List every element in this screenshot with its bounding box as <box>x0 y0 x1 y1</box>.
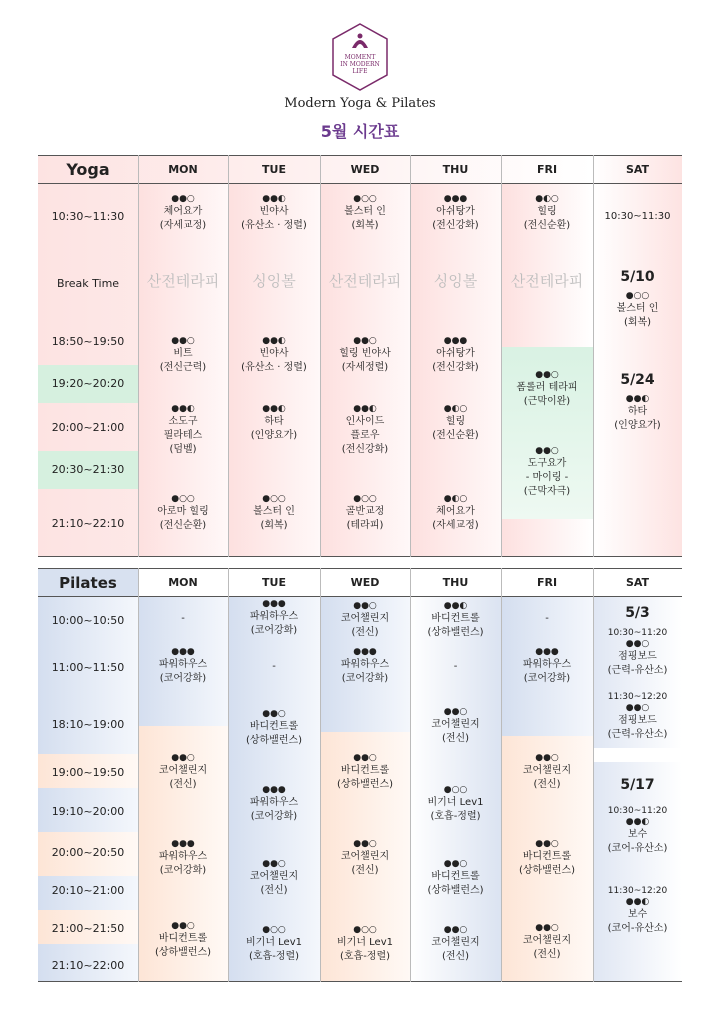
class-text: (회복) <box>260 520 288 531</box>
class-cell <box>320 752 410 792</box>
pilates-title: Pilates <box>59 574 117 592</box>
intensity-dots: ●◐○ <box>443 404 468 414</box>
time-label: 21:10~22:10 <box>51 517 125 530</box>
intensity-dots: ●○○ <box>353 494 377 504</box>
class-text: (코어-유산소) <box>607 843 668 854</box>
time-label: 11:00~11:50 <box>51 661 125 674</box>
class-text: 힐링 <box>445 416 466 427</box>
class-text: 체어요가 <box>436 506 475 517</box>
class-cell <box>138 838 228 878</box>
class-cell <box>410 924 501 964</box>
class-cell <box>593 638 682 678</box>
class-text: (코어강화) <box>250 625 298 636</box>
class-text: (회복) <box>623 317 652 328</box>
yoga-table <box>38 155 682 557</box>
class-text: 아로마 힐링 <box>157 506 209 517</box>
intensity-dots: ●○○ <box>443 785 468 795</box>
day-header: WED <box>350 163 380 176</box>
class-text: (상하밸런스) <box>245 735 303 746</box>
class-text: 폼롤러 테라피 <box>516 382 578 393</box>
intensity-dots: ●●○ <box>625 703 650 713</box>
class-text: (전신) <box>533 779 561 790</box>
class-text: 볼스터 인 <box>344 206 386 217</box>
intensity-dots: ●●○ <box>353 601 377 611</box>
class-text: (전신) <box>169 779 197 790</box>
class-text: (전신) <box>533 949 561 960</box>
class-cell <box>320 600 410 640</box>
intensity-dots: ●●○ <box>171 921 195 931</box>
time-label: 18:10~19:00 <box>51 718 125 731</box>
class-text: 보수 <box>627 829 648 840</box>
pilates-header-line <box>38 596 682 597</box>
time-label: 20:00~20:50 <box>51 846 125 859</box>
class-cell <box>228 335 320 375</box>
class-cell <box>320 193 410 233</box>
intensity-dots: ●●◐ <box>443 601 468 611</box>
day-header: SAT <box>625 576 650 589</box>
time-label: 10:00~10:50 <box>51 614 125 627</box>
class-text: (근막이완) <box>523 396 571 407</box>
class-text: (유산소 · 정렬) <box>241 362 307 373</box>
class-text: 플로우 <box>350 430 380 441</box>
class-cell <box>501 369 593 409</box>
class-cell <box>138 335 228 375</box>
time-label: 20:10~21:00 <box>51 884 125 897</box>
class-cell <box>228 924 320 964</box>
intensity-dots: ●○○ <box>353 925 377 935</box>
class-cell <box>228 858 320 898</box>
class-text: 필라테스 <box>163 430 203 441</box>
sat-date: 5/17 <box>620 777 655 793</box>
sat-time: 10:30~11:20 <box>607 806 668 816</box>
class-cell <box>593 896 682 936</box>
class-text: 바디컨트롤 <box>522 851 572 862</box>
intensity-dots: ●●◐ <box>262 194 286 204</box>
intensity-dots: ●○○ <box>262 925 286 935</box>
sat-date: 5/3 <box>625 605 650 621</box>
class-cell <box>320 493 410 533</box>
time-label: Break Time <box>56 277 120 290</box>
class-cell <box>320 838 410 878</box>
intensity-dots: ●○○ <box>262 494 286 504</box>
class-cell <box>138 646 228 686</box>
class-cell <box>410 600 501 640</box>
class-cell <box>228 493 320 533</box>
class-text: 체어요가 <box>163 206 203 217</box>
intensity-dots: ●●● <box>171 839 195 849</box>
intensity-dots: ●○○ <box>353 194 377 204</box>
class-text: (전신) <box>351 865 379 876</box>
class-cell <box>501 922 593 962</box>
class-cell <box>410 784 501 824</box>
class-text: (코어강화) <box>159 673 207 684</box>
class-text: (근력-유산소) <box>607 665 668 676</box>
intensity-dots: ●●○ <box>353 839 377 849</box>
class-text: 파워하우스 <box>158 851 208 862</box>
time-label: 10:30~11:30 <box>51 210 125 223</box>
class-text: 파워하우스 <box>249 611 299 622</box>
class-text: 하타 <box>264 416 284 427</box>
intensity-dots: ●●○ <box>171 194 195 204</box>
intensity-dots: ●●○ <box>535 839 559 849</box>
class-text: 코어챌린지 <box>431 719 480 730</box>
class-text: (인양요가) <box>614 420 661 431</box>
class-text: 볼스터 인 <box>616 303 659 314</box>
class-cell <box>593 816 682 856</box>
class-text: (회복) <box>351 220 379 231</box>
intensity-dots: ●●◐ <box>625 394 650 404</box>
intensity-dots: ●●◐ <box>262 404 286 414</box>
class-text: (호흡-정렬) <box>339 951 391 962</box>
class-text: (전신순환) <box>159 520 207 531</box>
class-cell <box>228 784 320 824</box>
class-text: (코어-유산소) <box>607 923 668 934</box>
intensity-dots: ●●○ <box>535 370 559 380</box>
class-cell <box>593 702 682 742</box>
intensity-dots: ●●● <box>262 785 286 795</box>
intensity-dots: ●●○ <box>171 336 195 346</box>
day-header: WED <box>350 576 380 589</box>
class-text: 소도구 <box>168 416 198 427</box>
class-cell <box>593 393 682 433</box>
break-class: 싱잉볼 <box>433 272 478 290</box>
class-text: (코어강화) <box>159 865 207 876</box>
class-text: (전신강화) <box>432 362 479 373</box>
intensity-dots: ●●○ <box>262 859 286 869</box>
pilates-table <box>38 568 682 982</box>
day-header: MON <box>168 163 198 176</box>
day-header: TUE <box>262 576 286 589</box>
class-text: 하타 <box>627 406 648 417</box>
intensity-dots: ●●◐ <box>353 404 377 414</box>
break-class: 산전테라피 <box>146 272 220 290</box>
class-text: (상하밸런스) <box>427 627 484 638</box>
day-header: TUE <box>262 163 286 176</box>
class-cell <box>228 598 320 638</box>
intensity-dots: ●●● <box>535 647 559 657</box>
break-class: 산전테라피 <box>328 272 402 290</box>
intensity-dots: ●●◐ <box>625 897 650 907</box>
yoga-header-line <box>38 183 682 184</box>
day-header: FRI <box>536 163 558 176</box>
logo: MOMENT IN MODERN LIFE <box>330 22 390 92</box>
class-text: (코어강화) <box>250 811 298 822</box>
class-text: - <box>453 661 458 672</box>
intensity-dots: ●●● <box>262 599 286 609</box>
class-cell <box>501 612 593 626</box>
class-text: 코어챌린지 <box>340 613 390 624</box>
class-text: 빈야사 <box>259 206 289 217</box>
class-cell <box>320 646 410 686</box>
intensity-dots: ●○○ <box>625 291 650 301</box>
class-text: (자세정렬) <box>341 362 389 373</box>
class-text: (전신강화) <box>341 444 389 455</box>
class-text: 파워하우스 <box>340 659 390 670</box>
class-text: 파워하우스 <box>158 659 208 670</box>
class-cell <box>228 403 320 443</box>
class-cell <box>410 193 501 233</box>
pilates-top-line <box>38 568 682 569</box>
day-header: MON <box>168 576 198 589</box>
class-text: 비기너 Lev1 <box>246 937 302 948</box>
class-text: 점핑보드 <box>618 651 657 662</box>
class-text: (유산소 · 정렬) <box>241 220 307 231</box>
class-text: - <box>545 613 549 624</box>
class-cell <box>228 708 320 748</box>
day-header: THU <box>442 163 469 176</box>
class-cell <box>410 493 501 533</box>
class-text: 코어챌린지 <box>249 871 299 882</box>
class-cell <box>501 646 593 686</box>
class-text: (전신순환) <box>523 220 571 231</box>
time-label: 19:10~20:00 <box>51 805 125 818</box>
intensity-dots: ●●◐ <box>625 817 650 827</box>
class-cell <box>410 403 501 443</box>
class-text: 코어챌린지 <box>522 765 572 776</box>
intensity-dots: ●●○ <box>353 336 377 346</box>
class-cell <box>138 920 228 960</box>
class-text: 코어챌린지 <box>340 851 390 862</box>
intensity-dots: ●●◐ <box>171 404 195 414</box>
class-cell <box>410 335 501 375</box>
time-label: 20:00~21:00 <box>51 421 125 434</box>
intensity-dots: ●●○ <box>171 753 195 763</box>
class-text: 도구요가 <box>527 458 567 469</box>
intensity-dots: ●●○ <box>535 446 559 456</box>
class-text: (호흡-정렬) <box>248 951 300 962</box>
intensity-dots: ●●○ <box>443 925 468 935</box>
class-text: 인사이드 <box>345 416 385 427</box>
class-text: (전신순환) <box>432 430 479 441</box>
intensity-dots: ●●○ <box>443 707 468 717</box>
intensity-dots: ●●○ <box>353 753 377 763</box>
class-cell <box>228 193 320 233</box>
time-label: 18:50~19:50 <box>51 335 125 348</box>
class-cell <box>228 660 320 674</box>
class-text: 바디컨트롤 <box>431 613 480 624</box>
class-cell <box>138 612 228 626</box>
brand-name: Modern Yoga & Pilates <box>284 96 436 111</box>
class-cell <box>138 403 228 457</box>
intensity-dots: ●●○ <box>535 753 559 763</box>
class-text: (호흡-정렬) <box>430 811 481 822</box>
class-text: (전신) <box>351 627 379 638</box>
class-text: (전신강화) <box>432 220 479 231</box>
class-text: 바디컨트롤 <box>249 721 299 732</box>
class-cell <box>320 403 410 457</box>
class-cell <box>501 838 593 878</box>
intensity-dots: ●◐○ <box>443 494 468 504</box>
class-text: (근막자극) <box>523 486 571 497</box>
intensity-dots: ●●● <box>443 336 468 346</box>
time-label: 20:30~21:30 <box>51 463 125 476</box>
class-text: 비기너 Lev1 <box>427 797 484 808</box>
class-text: (상하밸런스) <box>518 865 576 876</box>
class-cell <box>593 290 682 330</box>
class-text: (상하밸런스) <box>427 885 484 896</box>
class-text: 빈야사 <box>259 348 289 359</box>
class-text: (자세교정) <box>432 520 479 531</box>
class-cell <box>138 752 228 792</box>
class-text: 힐링 <box>537 206 557 217</box>
break-class: 싱잉볼 <box>252 272 296 290</box>
class-text: (덤벨) <box>169 444 197 455</box>
class-text: 아쉬탕가 <box>436 206 475 217</box>
class-text: (상하밸런스) <box>336 779 394 790</box>
class-cell <box>410 660 501 674</box>
sat-date: 5/24 <box>620 372 655 388</box>
class-cell <box>410 858 501 898</box>
yoga-top-line <box>38 155 682 156</box>
class-text: 코어챌린지 <box>522 935 572 946</box>
day-header: THU <box>442 576 469 589</box>
class-text: - <box>272 661 276 672</box>
class-cell <box>320 924 410 964</box>
sat-time: 11:30~12:20 <box>607 886 668 896</box>
sat-time: 10:30~11:20 <box>607 628 668 638</box>
pilates-bottom-line <box>38 981 682 982</box>
sat-gap <box>593 748 682 762</box>
class-text: 파워하우스 <box>249 797 299 808</box>
intensity-dots: ●●● <box>353 647 377 657</box>
break-class: 산전테라피 <box>510 272 584 290</box>
class-text: 코어챌린지 <box>158 765 208 776</box>
class-cell <box>501 193 593 233</box>
sat-date: 5/10 <box>620 269 655 285</box>
class-text: - <box>181 613 185 624</box>
class-text: 보수 <box>627 909 648 920</box>
month-title: 5월 시간표 <box>320 122 400 141</box>
intensity-dots: ●●○ <box>262 709 286 719</box>
class-cell <box>410 706 501 746</box>
class-text: - 마이링 - <box>525 472 569 483</box>
time-label: 21:10~22:00 <box>51 959 125 972</box>
class-text: 바디컨트롤 <box>340 765 390 776</box>
class-text: 바디컨트롤 <box>158 933 208 944</box>
class-text: 힐링 빈야사 <box>339 348 391 359</box>
intensity-dots: ●●○ <box>535 923 559 933</box>
class-cell <box>138 193 228 233</box>
intensity-dots: ●○○ <box>171 494 195 504</box>
time-label: 19:20~20:20 <box>51 377 125 390</box>
class-cell <box>501 445 593 499</box>
intensity-dots: ●●○ <box>625 639 650 649</box>
time-label: 21:00~21:50 <box>51 922 125 935</box>
class-text: 점핑보드 <box>618 715 657 726</box>
class-text: (전신) <box>441 951 470 962</box>
class-text: (테라피) <box>346 520 384 531</box>
sat-time: 11:30~12:20 <box>607 692 668 702</box>
day-header: FRI <box>536 576 558 589</box>
class-text: (인양요가) <box>250 430 298 441</box>
class-text: 골반교정 <box>345 506 385 517</box>
time-label: 19:00~19:50 <box>51 766 125 779</box>
class-text: 비트 <box>173 348 193 359</box>
class-text: (전신근력) <box>159 362 207 373</box>
class-text: (코어강화) <box>341 673 389 684</box>
day-header: SAT <box>625 163 650 176</box>
yoga-bottom-line <box>38 556 682 557</box>
intensity-dots: ●●● <box>171 647 195 657</box>
intensity-dots: ●●◐ <box>262 336 286 346</box>
class-text: (코어강화) <box>523 673 571 684</box>
class-cell <box>138 493 228 533</box>
class-text: 바디컨트롤 <box>431 871 480 882</box>
class-text: 파워하우스 <box>522 659 572 670</box>
sat-time: 10:30~11:30 <box>604 211 671 222</box>
class-text: 볼스터 인 <box>253 506 295 517</box>
class-text: 비기너 Lev1 <box>337 937 393 948</box>
class-text: (전신) <box>441 733 470 744</box>
class-text: (상하밸런스) <box>154 947 212 958</box>
intensity-dots: ●◐○ <box>535 194 559 204</box>
yoga-title: Yoga <box>66 160 110 179</box>
class-text: (근력-유산소) <box>607 729 668 740</box>
class-text: 아쉬탕가 <box>436 348 475 359</box>
intensity-dots: ●●● <box>443 194 468 204</box>
class-text: (자세교정) <box>159 220 207 231</box>
class-cell <box>501 752 593 792</box>
class-text: 코어챌린지 <box>431 937 480 948</box>
class-cell <box>320 335 410 375</box>
intensity-dots: ●●○ <box>443 859 468 869</box>
class-text: (전신) <box>260 885 288 896</box>
